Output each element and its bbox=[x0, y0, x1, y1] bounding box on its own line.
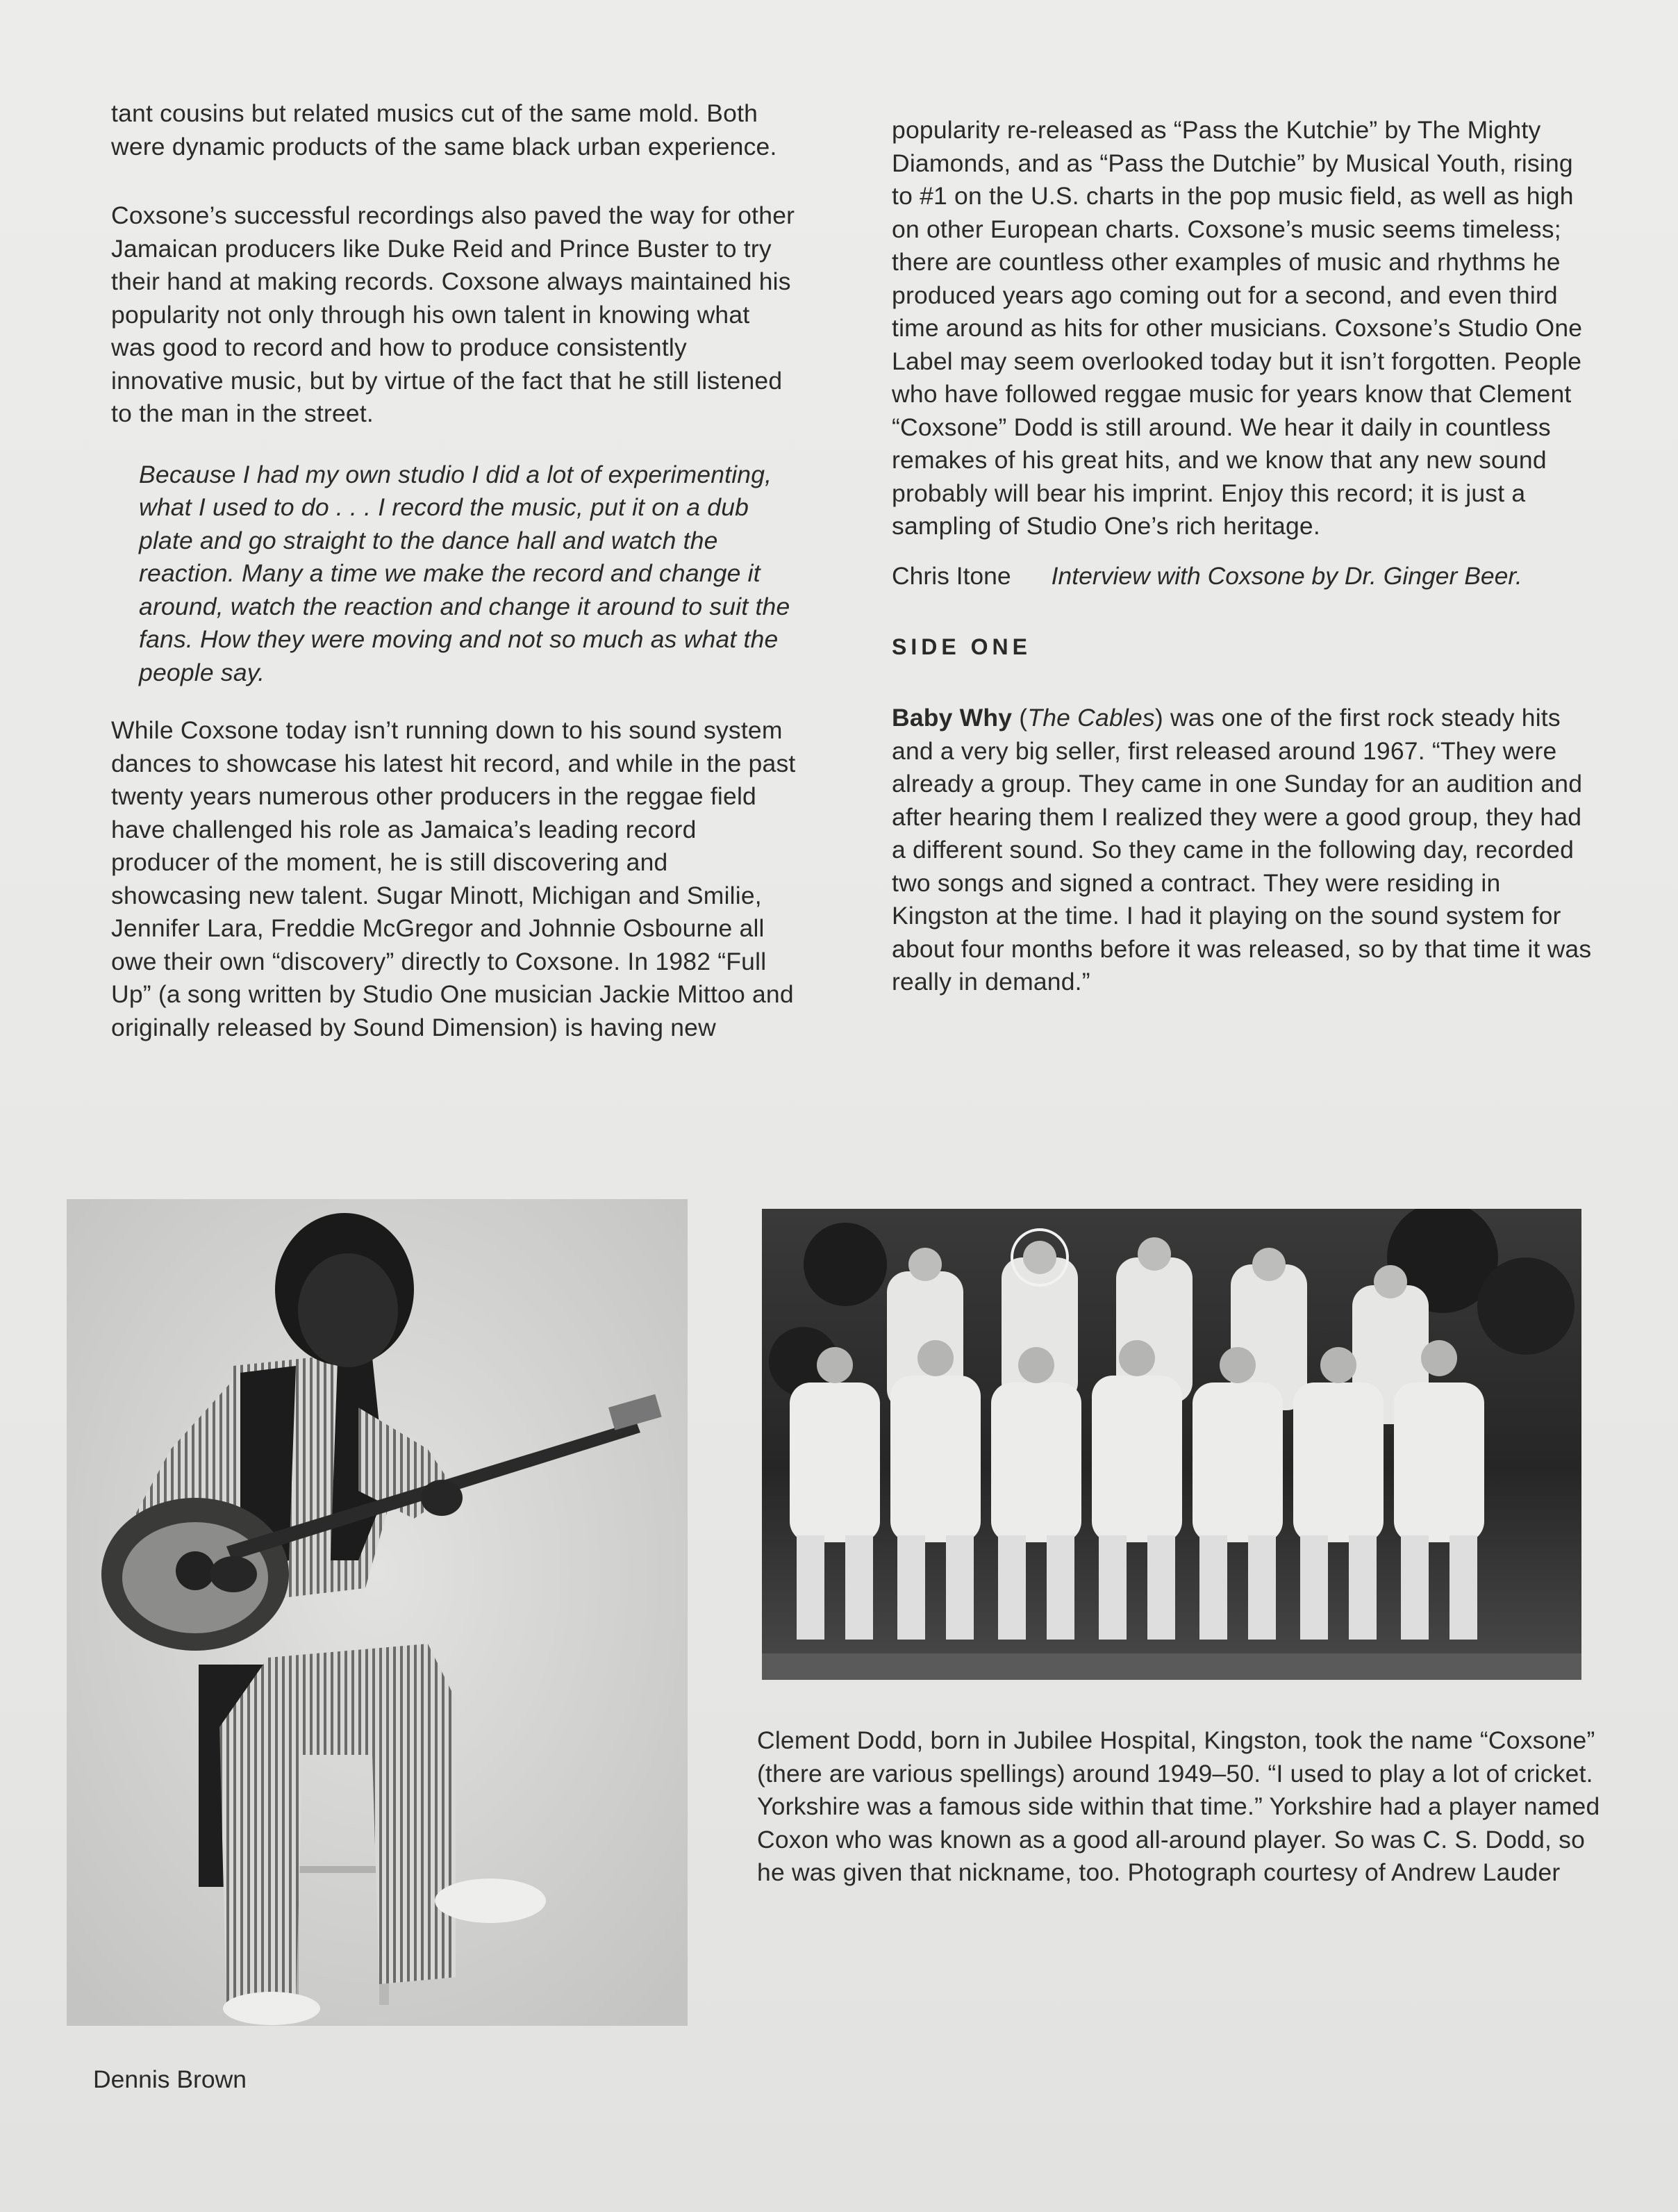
paragraph-intro: tant cousins but related musics cut of the same mold. Both were dynamic products of the same black urban experience. bbox=[111, 99, 777, 160]
song-artist: The Cables bbox=[1027, 704, 1155, 732]
credits-row bbox=[892, 560, 1600, 593]
left-column bbox=[111, 97, 799, 1080]
cricket-caption-text: Clement Dodd, born in Jubilee Hospital, Kingston, took the name “Coxsone” (there are various spellings) around 1949–50. “I used to play a lot of cricket. Yorkshire was a famous side within that time.” Yorkshire had a player named Coxon who was known as a good all-around player. So was C. S. Dodd, so he was given that nickname, too. Photograph courtesy of Andrew Lauder bbox=[757, 1726, 1600, 1886]
coxsone-quote: Because I had my own studio I did a lot of experimenting, what I used to do . . . I record the music, put it on a dub plate and go straight to the dance hall and watch the reaction. Many a time we make the record and change it around, watch the reaction and change it around to suit the fans. How they were moving and not so much as what the people say. bbox=[139, 460, 790, 686]
author-credit: Chris Itone bbox=[892, 561, 1011, 590]
song-description: ) was one of the first rock steady hits and a very big seller, first released around 1967. “They were already a group. They came in one Sunday for an audition and after hearing them I realized they were a good group, they had a different sound. So they came in the following day, recorded two songs and signed a contract. They were residing in Kingston at the time. I had it playing on the sound system for about four months before it was released, so by that time it was really in demand.” bbox=[892, 704, 1592, 996]
guitarist-photo bbox=[67, 1199, 688, 2026]
track-note-baby-why bbox=[892, 702, 1600, 999]
paragraph-coxsone-recordings: Coxsone’s successful recordings also paved the way for other Jamaican producers like Duke Reid and Prince Buster to try their hand at making records. Coxsone always maintained his popularity not only through his own talent in knowing what was good to record and how to produce consistently innovative music, but by virtue of the fact that he still listened to the man in the street. bbox=[111, 201, 795, 427]
cricket-team-photo bbox=[762, 1209, 1581, 1680]
paragraph-new-talent: While Coxsone today isn’t running down to his sound system dances to showcase his latest hit record, and while in the past twenty years numerous other producers in the reggae field have challenged his role as Jamaica’s leading record producer of the moment, he is still discovering and showcasing new talent. Sugar Minott, Michigan and Smilie, Jennifer Lara, Freddie McGregor and Johnnie Osbourne all owe their own “discovery” directly to Coxsone. In 1982 “Full Up” (a song written by Studio One musician Jackie Mittoo and originally released by Sound Dimension) is having new bbox=[111, 716, 796, 1041]
section-heading: SIDE ONE bbox=[892, 634, 1031, 659]
open-paren: ( bbox=[1019, 704, 1028, 732]
paragraph-popularity: popularity re-released as “Pass the Kutchie” by The Mighty Diamonds, and as “Pass the Dutchie” by Musical Youth, rising to #1 on the U.S. charts in the pop music field, as well as high on other European charts. Coxsone’s music seems timeless; there are countless other examples of music and rhythms he produced years ago coming out for a second, and even third time around as hits for other musicians. Coxsone’s Studio One Label may seem overlooked today but it isn’t forgotten. People who have followed reggae music for years know that Clement “Coxsone” Dodd is still around. We hear it daily in countless remakes of his great hits, and we know that any new sound probably will bear his imprint. Enjoy this record; it is just a sampling of Studio One’s rich heritage. bbox=[892, 116, 1583, 540]
cricket-photo-caption bbox=[757, 1724, 1604, 1890]
guitarist-photo-caption: Dennis Brown bbox=[93, 2065, 247, 2093]
interview-credit: Interview with Coxsone by Dr. Ginger Beer. bbox=[1051, 561, 1522, 590]
right-column bbox=[892, 114, 1600, 1035]
song-title: Baby Why bbox=[892, 704, 1013, 732]
